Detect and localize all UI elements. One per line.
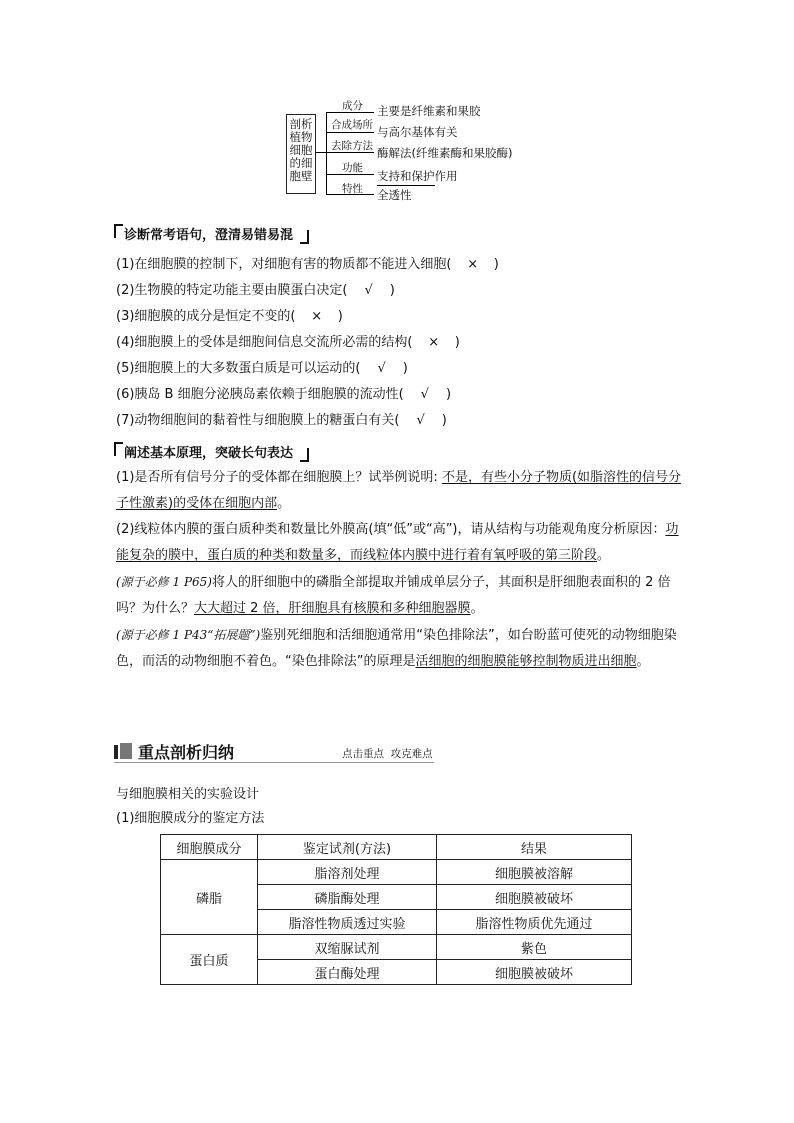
table-cell: 磷脂酶处理 [258,885,437,910]
table-row [161,935,632,960]
statement-item [116,252,696,278]
statement-mark: √ [377,361,386,376]
statement-close: ) [454,335,460,350]
table-cell: 细胞膜被溶解 [437,860,632,885]
source-note: (源于必修 1 P43“拓展题”) [116,628,261,642]
section3-heading: 与细胞膜相关的实验设计 [116,787,260,802]
concept-diagram [286,100,526,204]
statement-mark: √ [420,387,429,402]
statement-mark: √ [416,413,425,428]
statement-item [116,356,696,382]
bracket-right-icon [300,230,309,244]
table-cell: 细胞膜被破坏 [437,960,632,985]
diagram-branch-value: 全透性 [377,188,412,202]
table-cell: 双缩脲试剂 [258,935,437,960]
diagram-connector [316,152,326,153]
statement-item [116,330,696,356]
key-points-banner [114,740,434,762]
table-cell: 脂溶性物质优先通过 [437,910,632,935]
banner-marker-icon [114,745,118,759]
table-header-cell: 细胞膜成分 [161,835,258,860]
statement-text: (6)胰岛 B 细胞分泌胰岛素依赖于细胞膜的流动性( [116,387,404,402]
bracket-left-icon [114,224,123,238]
membrane-test-table-wrap [160,834,632,985]
question-suffix: 。 [470,601,484,616]
question-text: 鉴别死细胞和活细胞通常用“染色排除法”，如台盼蓝可使死的动物细胞染色，而活的动物细胞不着色。“染色排除法”的原理是 [116,628,677,669]
diagram-branch-value: 酶解法(纤维素酶和果胶酶) [377,146,513,160]
table-cell: 蛋白酶处理 [258,960,437,985]
section-title-text: 诊断常考语句，澄清易错易混 [124,228,294,243]
diagram-branch-value: 支持和保护作用 [377,169,458,183]
statement-mark: × [311,309,323,324]
statement-text: (3)细胞膜的成分是恒定不变的( [116,309,296,324]
question-text: (2)线粒体内膜的蛋白质种类和数量比外膜高(填“低”或“高”)，请从结构与功能观角度分析原因： [116,522,666,537]
statement-text: (5)细胞膜上的大多数蛋白质是可以运动的( [116,361,361,376]
diagram-root-line: 胞壁 [289,169,313,183]
question-1 [116,465,682,517]
table-cell: 脂溶剂处理 [258,860,437,885]
section-title-text: 阐述基本原理，突破长句表达 [124,446,294,461]
question-suffix: 。 [277,496,291,511]
table-cell: 紫色 [437,935,632,960]
statement-item [116,382,696,408]
answer-text: 大大超过 2 倍，肝细胞具有核膜和多种细胞器膜 [194,601,471,616]
diagram-root-box [286,114,316,194]
diagram-root-line: 剖析 [289,117,313,131]
diagram-root-line: 植物 [289,130,313,144]
diagram-spine [326,112,327,194]
statement-text: (2)生物膜的特定功能主要由膜蛋白决定( [116,283,348,298]
statement-close: ) [493,257,499,272]
answer-text: 活细胞的细胞膜能够控制物质进出细胞 [415,654,637,669]
statement-close: ) [337,309,343,324]
statement-item [116,278,696,304]
table-cell: 细胞膜被破坏 [437,885,632,910]
statement-close: ) [441,413,447,428]
diagram-branch-label: 功能 [342,162,363,174]
bracket-left-icon [114,442,123,456]
table-header-cell: 鉴定试剂(方法) [258,835,437,860]
table-cell: 脂溶性物质透过实验 [258,910,437,935]
statement-list [116,252,696,434]
table-header-row [161,835,632,860]
statement-mark: √ [364,283,373,298]
diagram-branch-label: 成分 [342,100,363,112]
answer-text: 不是，有些小分子物质(如脂溶性的信号分子性激素)的受体在细胞内部 [116,470,682,511]
question-suffix: 。 [636,654,650,669]
explain-questions [116,465,682,675]
question-text: (1)是否所有信号分子的受体都在细胞膜上？试举例说明: [116,470,442,485]
statement-text: (7)动物细胞间的黏着性与细胞膜上的糖蛋白有关( [116,413,400,428]
banner-rule [114,762,434,763]
diagram-branch-label: 特性 [342,183,363,195]
statement-mark: × [467,257,479,272]
statement-text: (4)细胞膜上的受体是细胞间信息交流所必需的结构( [116,335,413,350]
diagram-branch-label: 合成场所 [331,119,373,131]
statement-close: ) [445,387,452,402]
diagram-branch-value: 主要是纤维素和果胶 [377,104,481,118]
table-component-cell: 蛋白质 [161,935,258,985]
diagram-underline [377,185,435,186]
table-row [161,860,632,885]
membrane-test-table [160,834,632,985]
diagram-root-line: 细胞 [289,143,313,157]
banner-title: 重点剖析归纳 [138,743,235,762]
bracket-right-icon [300,448,309,462]
statement-text: (1)在细胞膜的控制下，对细胞有害的物质都不能进入细胞( [116,257,452,272]
banner-subtitle: 点击重点 攻克难点 [342,748,433,760]
question-2 [116,517,682,569]
answer-text: 功能复杂的膜中，蛋白质的种类和数量多，而线粒体内膜中进行着有氧呼吸的第三阶段 [116,522,679,563]
question-text: 将人的肝细胞中的磷脂全部提取并铺成单层分子，其面积是肝细胞表面积的 2 倍吗？为什么？ [116,575,671,616]
section3-subheading: (1)细胞膜成分的鉴定方法 [116,811,265,826]
table-component-cell: 磷脂 [161,860,258,935]
diagram-root-line: 的细 [289,156,313,170]
statement-item [116,408,696,434]
statement-item [116,304,696,330]
statement-close: ) [402,361,408,376]
diagram-branch-label: 去除方法 [331,140,373,152]
source-note: (源于必修 1 P65) [116,575,212,589]
diagram-branch-value: 与高尔基体有关 [377,125,458,139]
statement-mark: × [428,335,440,350]
question-3 [116,569,682,622]
question-4 [116,622,682,675]
statement-close: ) [389,283,395,298]
question-suffix: 。 [597,548,611,563]
table-header-cell: 结果 [437,835,632,860]
banner-marker-icon [120,743,132,759]
